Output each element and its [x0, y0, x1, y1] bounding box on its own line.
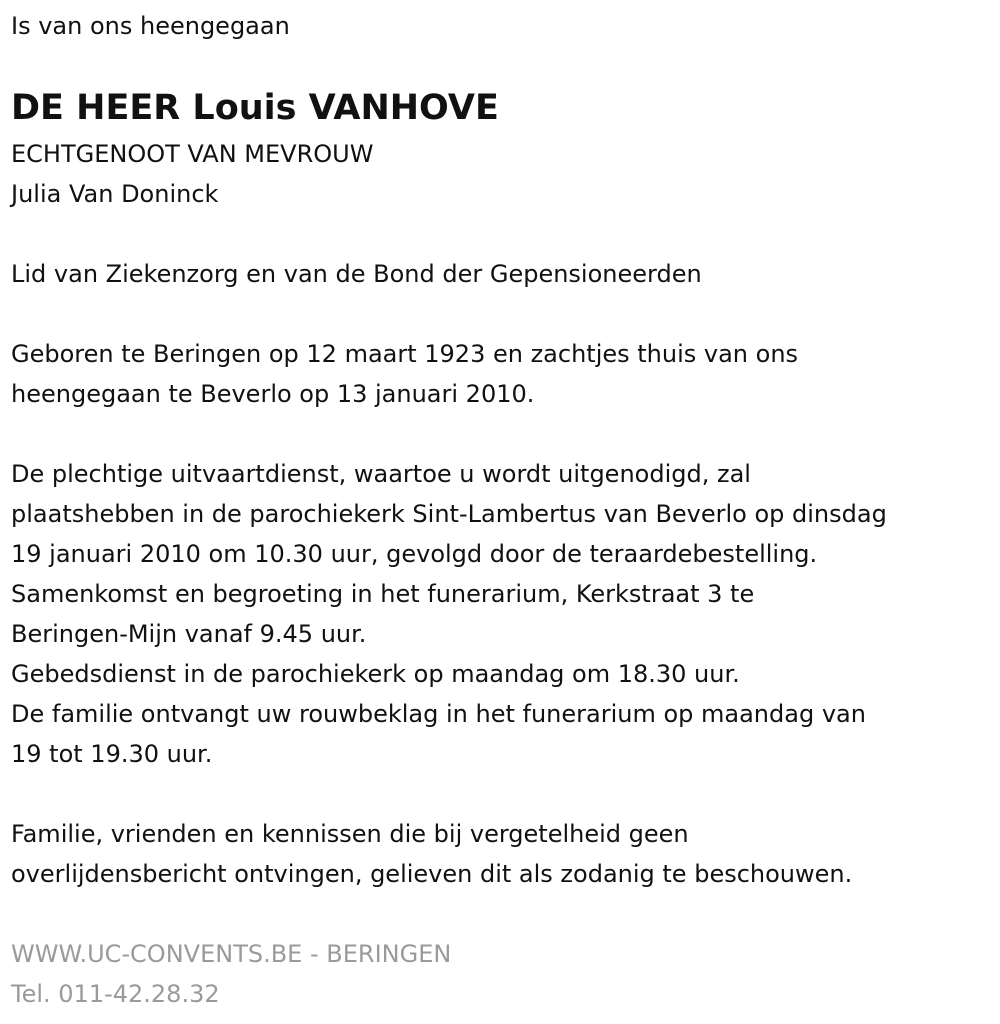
paragraph-line: overlijdensbericht ontvingen, gelieven dit als zodanig te beschouwen.	[11, 860, 853, 888]
paragraph-line: heengegaan te Beverlo op 13 januari 2010.	[11, 380, 535, 408]
spouse-label: ECHTGENOOT VAN MEVROUW	[11, 140, 374, 168]
birth-death-paragraph	[11, 334, 1000, 414]
footer	[11, 934, 1000, 1014]
intro-text: Is van ons heengegaan	[11, 12, 290, 40]
deceased-name: DE HEER Louis VANHOVE	[11, 88, 499, 128]
spouse-name: Julia Van Doninck	[11, 180, 219, 208]
notice-paragraph	[11, 814, 1000, 894]
ceremony-paragraph	[11, 454, 1000, 774]
paragraph-line: Samenkomst en begroeting in het funerarium, Kerkstraat 3 te	[11, 580, 755, 608]
paragraph-line: Beringen-Mijn vanaf 9.45 uur.	[11, 620, 367, 648]
paragraph-line: De plechtige uitvaartdienst, waartoe u wordt uitgenodigd, zal	[11, 460, 751, 488]
paragraph-line: Geboren te Beringen op 12 maart 1923 en zachtjes thuis van ons	[11, 340, 799, 368]
paragraph-line: De familie ontvangt uw rouwbeklag in het funerarium op maandag van	[11, 700, 866, 728]
footer-phone: Tel. 011-42.28.32	[11, 980, 220, 1008]
paragraph-line: Familie, vrienden en kennissen die bij vergetelheid geen	[11, 820, 689, 848]
paragraph-line: plaatshebben in de parochiekerk Sint-Lambertus van Beverlo op dinsdag	[11, 500, 887, 528]
footer-website: WWW.UC-CONVENTS.BE - BERINGEN	[11, 940, 452, 968]
paragraph-line: 19 tot 19.30 uur.	[11, 740, 213, 768]
membership-text: Lid van Ziekenzorg en van de Bond der Gepensioneerden	[11, 260, 702, 288]
paragraph-line: Gebedsdienst in de parochiekerk op maandag om 18.30 uur.	[11, 660, 740, 688]
paragraph-line: 19 januari 2010 om 10.30 uur, gevolgd door de teraardebestelling.	[11, 540, 818, 568]
